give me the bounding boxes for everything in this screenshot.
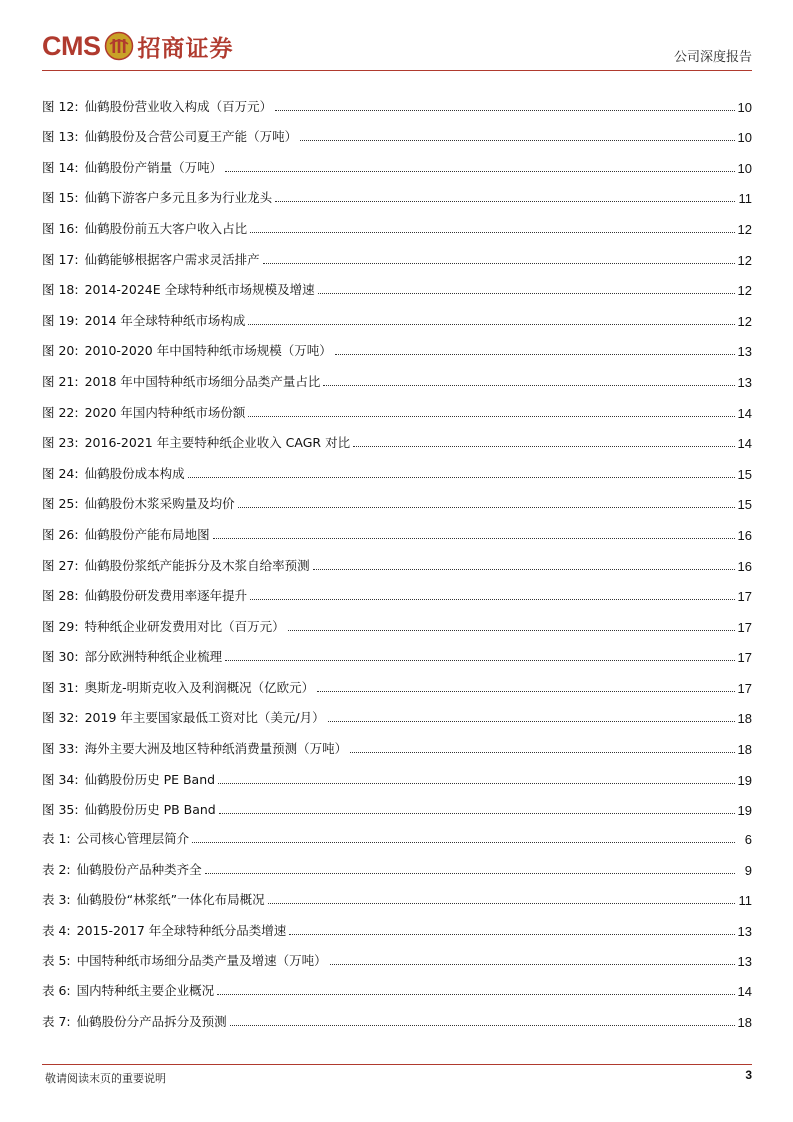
entry-label: 图 26: xyxy=(42,526,79,542)
figure-entry[interactable] xyxy=(42,512,752,543)
dot-leader xyxy=(318,293,735,294)
entry-title: 2019 年主要国家最低工资对比（美元/月） xyxy=(84,710,325,726)
logo-cms-text: CMS xyxy=(42,30,101,61)
entry-label: 表 5: xyxy=(42,952,71,968)
entry-title: 仙鹤股份及合营公司夏王产能（万吨） xyxy=(84,129,298,145)
entry-title: 奥斯龙-明斯克收入及利润概况（亿欧元） xyxy=(84,679,315,695)
entry-title: 仙鹤股份浆纸产能拆分及木浆自给率预测 xyxy=(84,557,310,573)
entry-title: 2014 年全球特种纸市场构成 xyxy=(84,312,246,328)
dot-leader xyxy=(250,232,734,233)
dot-leader xyxy=(250,599,734,600)
entry-title: 仙鹤股份营业收入构成（百万元） xyxy=(84,98,273,114)
dot-leader xyxy=(330,964,735,965)
figure-entry[interactable] xyxy=(42,696,752,727)
entry-label: 图 21: xyxy=(42,373,79,389)
entry-label: 表 3: xyxy=(42,892,71,908)
page-number: 3 xyxy=(745,1068,752,1082)
entry-page-number: 19 xyxy=(737,803,752,819)
entry-page-number: 17 xyxy=(737,619,752,635)
entry-title: 部分欧洲特种纸企业梳理 xyxy=(84,649,223,665)
figure-entry[interactable] xyxy=(42,421,752,452)
entry-label: 图 14: xyxy=(42,159,79,175)
entry-page-number: 12 xyxy=(737,221,752,237)
entry-title: 海外主要大洲及地区特种纸消费量预测（万吨） xyxy=(84,741,348,757)
table-entry[interactable] xyxy=(42,939,752,969)
figure-entry[interactable] xyxy=(42,574,752,605)
dot-leader xyxy=(328,721,735,722)
figure-entry[interactable] xyxy=(42,451,752,482)
entry-page-number: 12 xyxy=(737,313,752,329)
figure-entry[interactable] xyxy=(42,329,752,360)
entry-title: 仙鹤股份木浆采购量及均价 xyxy=(84,496,235,512)
entry-title: 2020 年国内特种纸市场份额 xyxy=(84,404,246,420)
entry-label: 图 30: xyxy=(42,649,79,665)
entry-page-number: 15 xyxy=(737,497,752,513)
figure-entry[interactable] xyxy=(42,206,752,237)
dot-leader xyxy=(219,813,735,814)
entry-title: 仙鹤股份分产品拆分及预测 xyxy=(76,1013,227,1029)
dot-leader xyxy=(300,140,734,141)
entry-label: 图 25: xyxy=(42,496,79,512)
figure-entry[interactable] xyxy=(42,665,752,696)
entry-title: 2010-2020 年中国特种纸市场规模（万吨） xyxy=(84,343,332,359)
entry-label: 表 7: xyxy=(42,1013,71,1029)
logo-emblem-icon xyxy=(104,31,134,61)
dot-leader xyxy=(275,110,734,111)
entry-title: 仙鹤能够根据客户需求灵活排产 xyxy=(84,251,260,267)
entry-label: 表 2: xyxy=(42,861,71,877)
entry-page-number: 14 xyxy=(737,405,752,421)
dot-leader xyxy=(188,477,735,478)
figure-entry[interactable] xyxy=(42,635,752,666)
figure-entry[interactable] xyxy=(42,788,752,819)
entry-page-number: 19 xyxy=(737,772,752,788)
figure-entry[interactable] xyxy=(42,115,752,146)
entry-page-number: 17 xyxy=(737,680,752,696)
dot-leader xyxy=(289,934,734,935)
dot-leader xyxy=(218,783,734,784)
figure-entry[interactable] xyxy=(42,359,752,390)
entry-title: 仙鹤股份成本构成 xyxy=(84,465,185,481)
table-entry[interactable] xyxy=(42,999,752,1029)
entry-page-number: 17 xyxy=(737,589,752,605)
entry-title: 2014-2024E 全球特种纸市场规模及增速 xyxy=(84,282,315,298)
entry-label: 图 23: xyxy=(42,435,79,451)
report-type-label: 公司深度报告 xyxy=(673,50,752,65)
entry-title: 公司核心管理层简介 xyxy=(76,831,190,847)
dot-leader xyxy=(213,538,735,539)
entry-label: 表 6: xyxy=(42,983,71,999)
figure-entry[interactable] xyxy=(42,268,752,299)
dot-leader xyxy=(248,324,734,325)
entry-label: 图 22: xyxy=(42,404,79,420)
entry-title: 仙鹤股份产品种类齐全 xyxy=(76,861,202,877)
footer-divider xyxy=(42,1064,752,1065)
entry-label: 图 24: xyxy=(42,465,79,481)
entry-page-number: 18 xyxy=(737,742,752,758)
table-entry[interactable] xyxy=(42,847,752,877)
entry-page-number: 14 xyxy=(737,984,752,1000)
dot-leader xyxy=(350,752,734,753)
table-entry[interactable] xyxy=(42,817,752,847)
entry-title: 仙鹤股份前五大客户收入占比 xyxy=(84,220,248,236)
entry-label: 表 1: xyxy=(42,831,71,847)
entry-page-number: 6 xyxy=(744,832,752,848)
entry-label: 图 31: xyxy=(42,679,79,695)
logo-chinese-name: 招商证券 xyxy=(137,34,234,62)
entry-title: 国内特种纸主要企业概况 xyxy=(76,983,215,999)
figure-entry[interactable] xyxy=(42,726,752,757)
entry-page-number: 17 xyxy=(737,650,752,666)
dot-leader xyxy=(225,660,734,661)
entry-title: 仙鹤股份“林浆纸”一体化布局概况 xyxy=(76,892,265,908)
disclaimer-note: 敬请阅读末页的重要说明 xyxy=(45,1072,166,1085)
entry-title: 中国特种纸市场细分品类产量及增速（万吨） xyxy=(76,952,327,968)
company-logo xyxy=(42,30,234,62)
entry-page-number: 16 xyxy=(737,558,752,574)
figure-entry[interactable] xyxy=(42,84,752,115)
entry-label: 图 33: xyxy=(42,741,79,757)
entry-title: 仙鹤股份历史 PE Band xyxy=(84,771,216,787)
figure-entry[interactable] xyxy=(42,604,752,635)
page-header xyxy=(42,26,752,70)
entry-page-number: 11 xyxy=(738,191,752,207)
entry-title: 2015-2017 年全球特种纸分品类增速 xyxy=(76,922,287,938)
entry-title: 仙鹤下游客户多元且多为行业龙头 xyxy=(84,190,273,206)
entry-page-number: 16 xyxy=(737,527,752,543)
entry-title: 特种纸企业研发费用对比（百万元） xyxy=(84,618,285,634)
header-divider xyxy=(42,70,752,71)
entry-title: 仙鹤股份产销量（万吨） xyxy=(84,159,223,175)
dot-leader xyxy=(225,171,734,172)
dot-leader xyxy=(192,842,735,843)
entry-label: 图 12: xyxy=(42,98,79,114)
entry-page-number: 14 xyxy=(737,436,752,452)
dot-leader xyxy=(317,691,734,692)
figure-entry[interactable] xyxy=(42,482,752,513)
entry-label: 表 4: xyxy=(42,922,71,938)
entry-page-number: 13 xyxy=(737,923,752,939)
entry-page-number: 10 xyxy=(737,160,752,176)
dot-leader xyxy=(288,630,735,631)
entry-page-number: 13 xyxy=(737,374,752,390)
entry-label: 图 15: xyxy=(42,190,79,206)
entry-title: 2018 年中国特种纸市场细分品类产量占比 xyxy=(84,373,321,389)
entry-page-number: 13 xyxy=(737,953,752,969)
dot-leader xyxy=(268,903,735,904)
dot-leader xyxy=(230,1025,735,1026)
table-entry[interactable] xyxy=(42,908,752,938)
figures-index xyxy=(42,84,752,818)
dot-leader xyxy=(313,569,735,570)
entry-label: 图 20: xyxy=(42,343,79,359)
entry-page-number: 9 xyxy=(744,862,752,878)
dot-leader xyxy=(323,385,734,386)
entry-page-number: 15 xyxy=(737,466,752,482)
table-entry[interactable] xyxy=(42,969,752,999)
entry-page-number: 18 xyxy=(737,711,752,727)
figure-entry[interactable] xyxy=(42,298,752,329)
figure-entry[interactable] xyxy=(42,390,752,421)
entry-title: 2016-2021 年主要特种纸企业收入 CAGR 对比 xyxy=(84,435,351,451)
entry-label: 图 32: xyxy=(42,710,79,726)
entry-page-number: 12 xyxy=(737,252,752,268)
entry-label: 图 18: xyxy=(42,282,79,298)
entry-title: 仙鹤股份研发费用率逐年提升 xyxy=(84,588,248,604)
entry-label: 图 29: xyxy=(42,618,79,634)
figure-entry[interactable] xyxy=(42,543,752,574)
entry-page-number: 10 xyxy=(737,130,752,146)
entry-title: 仙鹤股份产能布局地图 xyxy=(84,526,210,542)
figure-entry[interactable] xyxy=(42,757,752,788)
entry-label: 图 17: xyxy=(42,251,79,267)
dot-leader xyxy=(238,507,735,508)
dot-leader xyxy=(353,446,734,447)
figure-entry[interactable] xyxy=(42,145,752,176)
entry-label: 图 13: xyxy=(42,129,79,145)
entry-page-number: 10 xyxy=(737,99,752,115)
tables-index xyxy=(42,817,752,1030)
entry-label: 图 34: xyxy=(42,771,79,787)
dot-leader xyxy=(335,354,735,355)
figure-entry[interactable] xyxy=(42,237,752,268)
dot-leader xyxy=(275,201,735,202)
entry-page-number: 13 xyxy=(737,344,752,360)
entry-label: 图 27: xyxy=(42,557,79,573)
entry-page-number: 18 xyxy=(737,1014,752,1030)
dot-leader xyxy=(217,994,734,995)
dot-leader xyxy=(248,416,734,417)
entry-title: 仙鹤股份历史 PB Band xyxy=(84,802,216,818)
entry-page-number: 12 xyxy=(737,283,752,299)
figure-entry[interactable] xyxy=(42,176,752,207)
dot-leader xyxy=(263,263,735,264)
entry-label: 图 28: xyxy=(42,588,79,604)
entry-label: 图 35: xyxy=(42,802,79,818)
dot-leader xyxy=(205,873,735,874)
entry-label: 图 16: xyxy=(42,220,79,236)
entry-page-number: 11 xyxy=(738,893,752,909)
table-entry[interactable] xyxy=(42,878,752,908)
entry-label: 图 19: xyxy=(42,312,79,328)
